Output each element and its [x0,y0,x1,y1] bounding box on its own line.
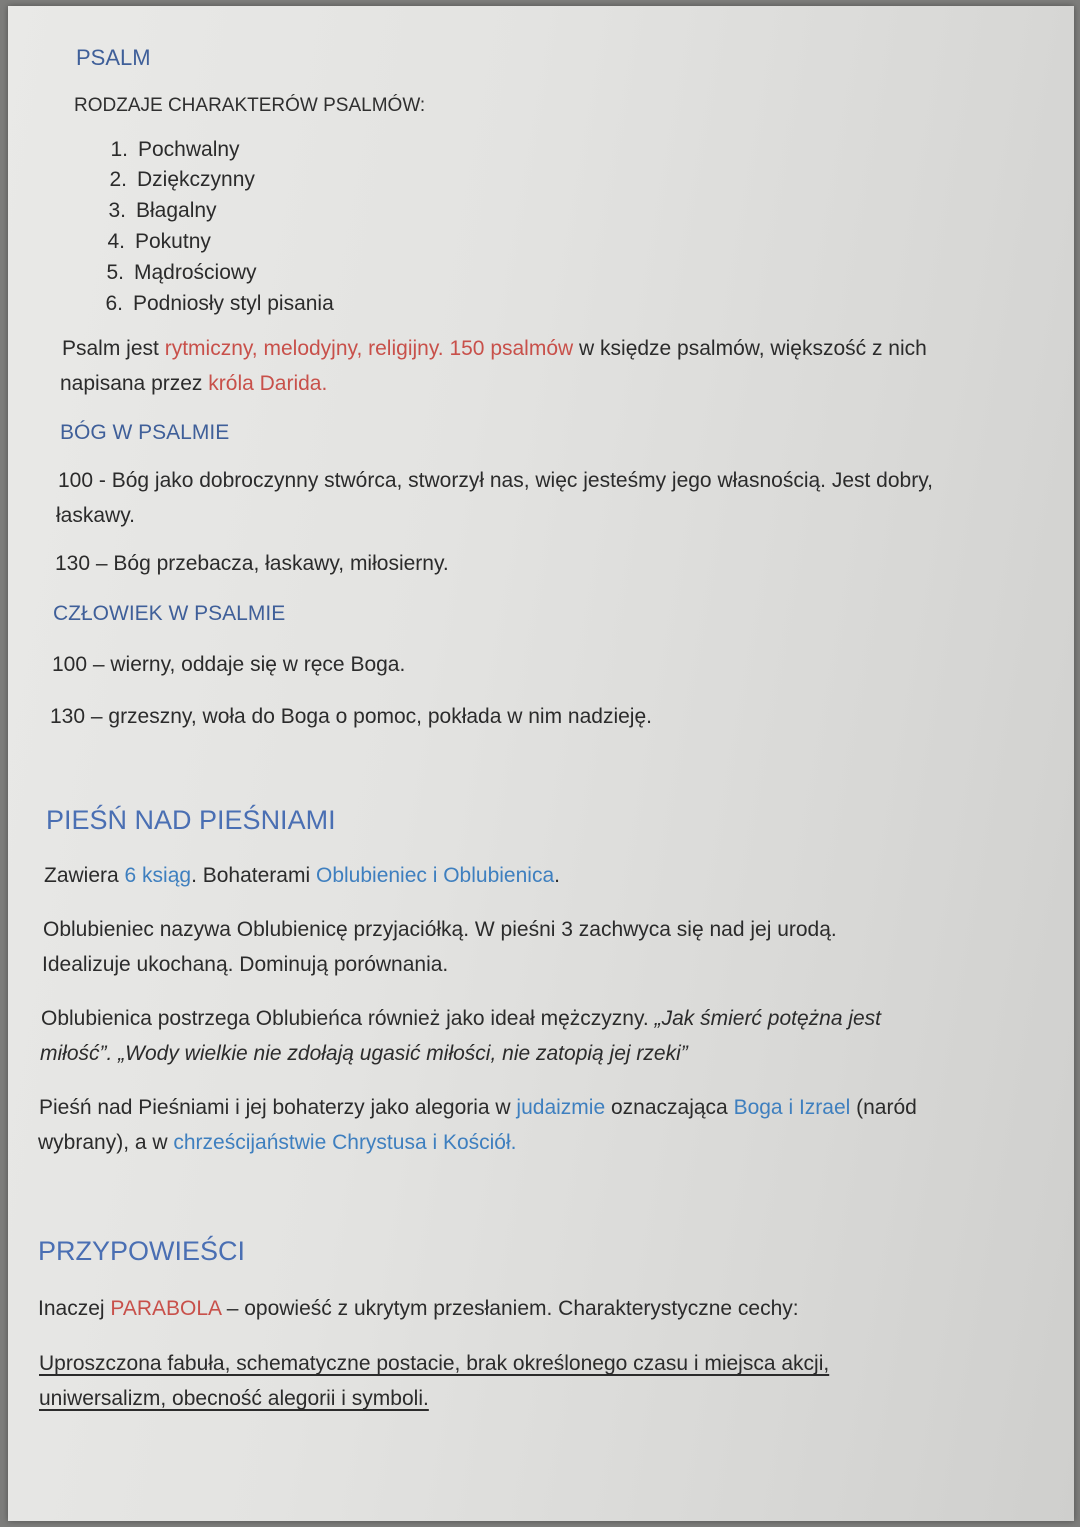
psalm-intro-line2: napisana przez króla Darida. [60,372,328,395]
song-line1: Zawiera 6 ksiąg. Bohaterami Oblubieniec i Oblubienica. [44,864,560,887]
god-psalm-100-line2: łaskawy. [56,504,135,527]
list-item: 3. Błagalny [108,199,217,222]
list-item: 5. Mądrościowy [106,261,257,284]
parables-features-line1: Uproszczona fabuła, schematyczne postacie, brak określonego czasu i miejsca akcji, [39,1352,830,1375]
song-para3-line2: miłość”. „Wody wielkie nie zdołają ugasić miłości, nie zatopią jej rzeki” [40,1042,688,1065]
man-psalm-100: 100 – wierny, oddaje się w ręce Boga. [52,653,406,676]
parables-title: PRZYPOWIEŚCI [38,1236,246,1266]
god-in-psalm-heading: BÓG W PSALMIE [60,421,230,444]
list-item: 4. Pokutny [107,230,211,253]
psalm-intro-line1: Psalm jest rytmiczny, melodyjny, religijny. 150 psalmów w księdze psalmów, większość z nich [62,337,927,360]
song-of-songs-title: PIEŚŃ NAD PIEŚNIAMI [46,805,336,835]
psalm-types-heading: RODZAJE CHARAKTERÓW PSALMÓW: [74,95,426,116]
list-item: 6. Podniosły styl pisania [105,292,334,315]
song-para3-line1: Oblubienica postrzega Oblubieńca również jako ideał mężczyzny. „Jak śmierć potężna jest [41,1007,882,1030]
song-para4-line1: Pieśń nad Pieśniami i jej bohaterzy jako alegoria w judaizmie oznaczająca Boga i Izrael (naród [39,1096,917,1119]
man-in-psalm-heading: CZŁOWIEK W PSALMIE [53,602,286,625]
song-para2-line2: Idealizuje ukochaną. Dominują porównania. [42,953,449,976]
parables-features-line2: uniwersalizm, obecność alegorii i symboli. [39,1387,429,1410]
list-item: 2. Dziękczynny [109,168,255,191]
man-psalm-130: 130 – grzeszny, woła do Boga o pomoc, pokłada w nim nadzieję. [50,705,652,728]
list-item: 1. Pochwalny [110,138,240,161]
god-psalm-100-line1: 100 - Bóg jako dobroczynny stwórca, stworzył nas, więc jesteśmy jego własnością. Jest dobry, [58,469,933,492]
document-page [8,6,1074,1521]
psalm-title: PSALM [76,45,151,70]
song-para2-line1: Oblubieniec nazywa Oblubienicę przyjaciółką. W pieśni 3 zachwyca się nad jej urodą. [43,918,837,941]
god-psalm-130: 130 – Bóg przebacza, łaskawy, miłosierny. [55,552,449,575]
song-para4-line2: wybrany), a w chrześcijaństwie Chrystusa i Kościół. [38,1131,517,1154]
parables-line1: Inaczej PARABOLA – opowieść z ukrytym przesłaniem. Charakterystyczne cechy: [38,1297,799,1320]
